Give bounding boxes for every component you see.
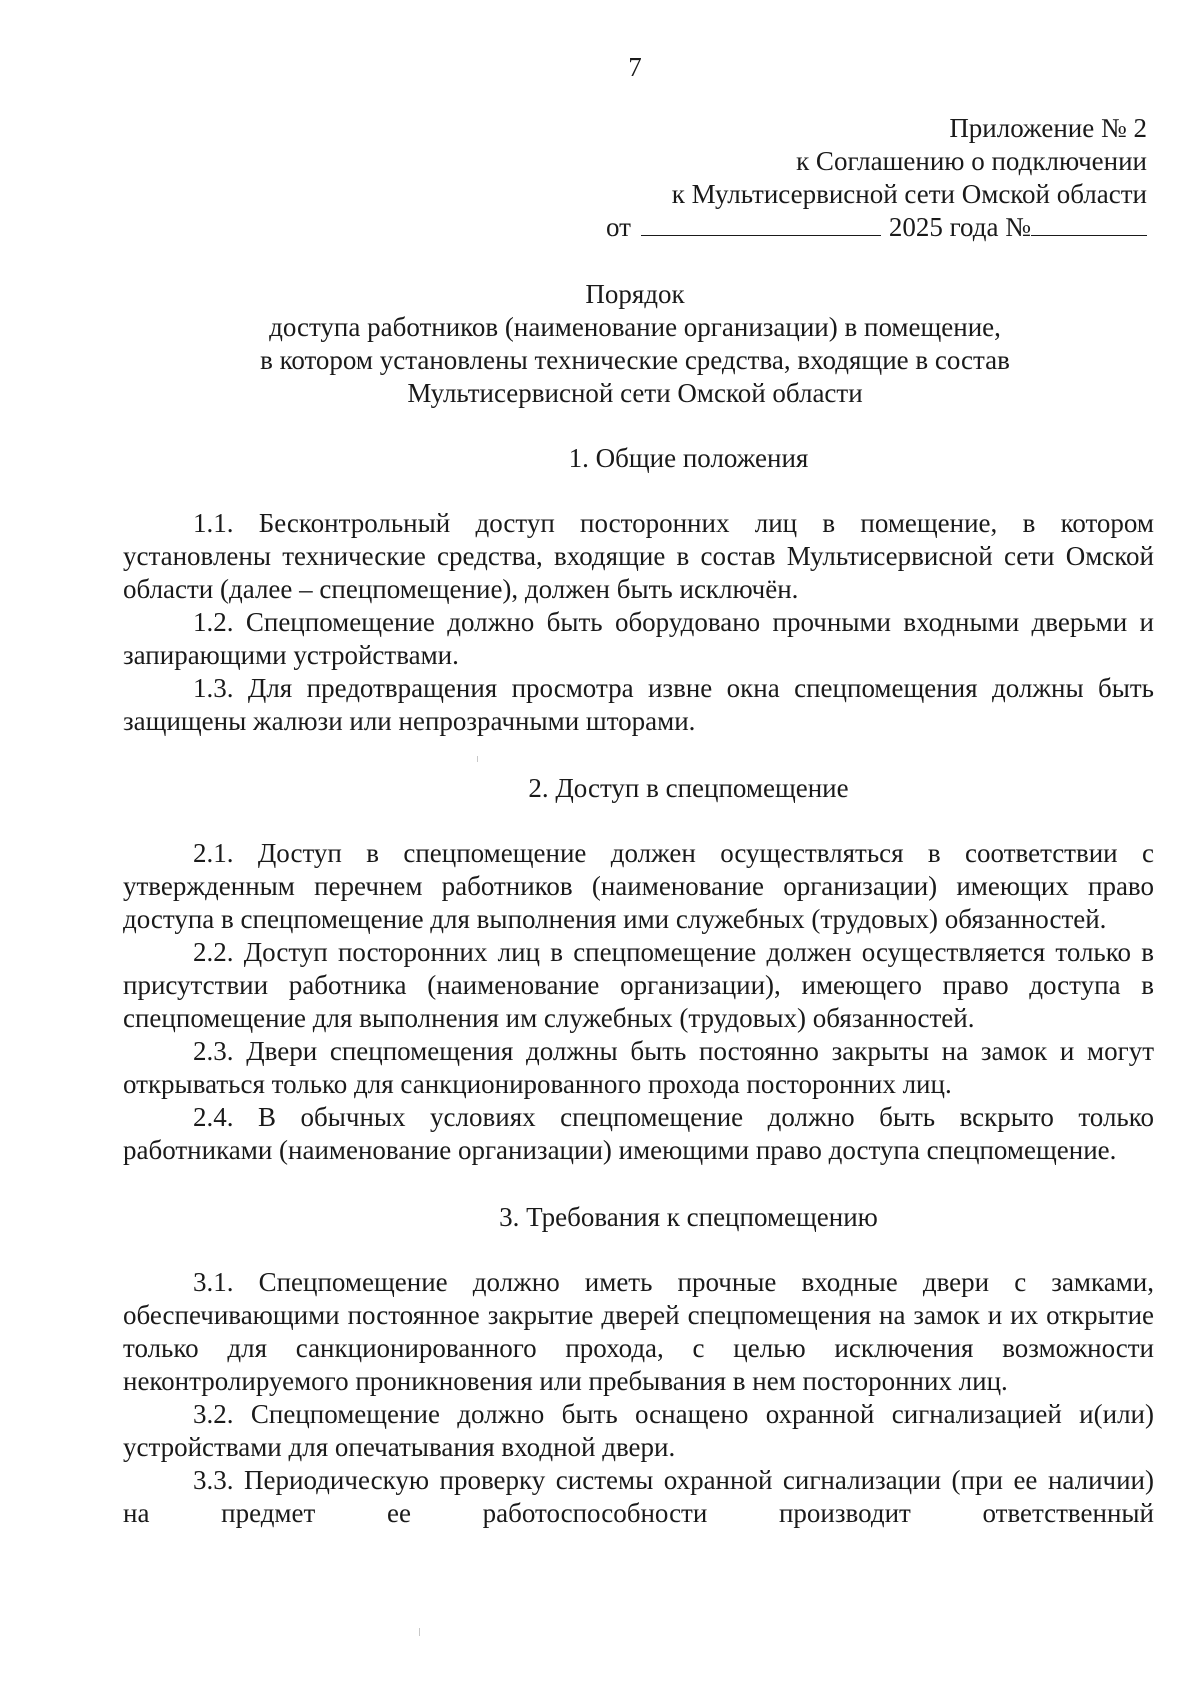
document-body (123, 442, 1154, 1530)
document-title (0, 278, 1200, 410)
section-general (123, 442, 1154, 738)
section-access (123, 772, 1154, 1167)
date-blank (641, 211, 881, 236)
appendix-title: Приложение № 2 (949, 113, 1147, 143)
section-heading: 1. Общие положения (568, 443, 809, 473)
date-year: 2025 года № (888, 212, 1031, 242)
appendix-agreement: к Соглашению о подключении (796, 146, 1147, 176)
paragraph-1-3: 1.3. Для предотвращения просмотра извне окна спецпомещения должны быть защищены жалюзи или непрозрачными шторами. (123, 673, 1154, 736)
paragraph-3-1: 3.1. Спецпомещение должно иметь прочные входные двери с замками, обеспечивающими постоянное закрытие дверей спецпомещения на замок и их открытие только для санкционированного прохода, с целью исключения возможности неконтролируемого проникновения или пребывания в нем посторонних лиц. (123, 1267, 1154, 1396)
section-heading: 2. Доступ в спецпомещение (528, 773, 849, 803)
date-prefix: от (605, 212, 631, 242)
title-line-3: в котором установлены технические средства, входящие в состав (260, 345, 1010, 375)
appendix-header (507, 112, 1147, 244)
section-requirements (123, 1201, 1154, 1530)
number-blank (1031, 211, 1147, 236)
paragraph-3-3: 3.3. Периодическую проверку системы охранной сигнализации (при ее наличии) на предмет ее работоспособности производит ответственный (123, 1465, 1154, 1528)
paragraph-2-4: 2.4. В обычных условиях спецпомещение должно быть вскрыто только работниками (наименование организации) имеющими право доступа спецпомещение. (123, 1102, 1154, 1165)
title-line-1: Порядок (585, 279, 685, 309)
section-heading: 3. Требования к спецпомещению (499, 1202, 878, 1232)
paragraph-1-2: 1.2. Спецпомещение должно быть оборудовано прочными входными дверьми и запирающими устройствами. (123, 607, 1154, 670)
paragraph-2-1: 2.1. Доступ в спецпомещение должен осуществляться в соответствии с утвержденным перечнем работников (наименование организации) имеющих право доступа в спецпомещение для выполнения ими служебных (трудовых) обязанностей. (123, 838, 1154, 934)
title-line-4: Мультисервисной сети Омской области (407, 378, 863, 408)
paragraph-1-1: 1.1. Бесконтрольный доступ посторонних лиц в помещение, в котором установлены технические средства, входящие в состав Мультисервисной сети Омской области (далее – спецпомещение), должен быть исключён. (123, 508, 1154, 604)
scan-mark (477, 756, 478, 762)
page-number: 7 (628, 52, 642, 82)
paragraph-2-3: 2.3. Двери спецпомещения должны быть постоянно закрыты на замок и могут открываться только для санкционированного прохода посторонних лиц. (123, 1036, 1154, 1099)
scan-mark (419, 1628, 420, 1636)
paragraph-3-2: 3.2. Спецпомещение должно быть оснащено охранной сигнализацией и(или) устройствами для опечатывания входной двери. (123, 1399, 1154, 1462)
appendix-date-line (507, 211, 1147, 244)
title-line-2: доступа работников (наименование организации) в помещение, (269, 312, 1001, 342)
paragraph-2-2: 2.2. Доступ посторонних лиц в спецпомещение должен осуществляется только в присутствии работника (наименование организации), имеющего право доступа в спецпомещение для выполнения им служебных (трудовых) обязанностей. (123, 937, 1154, 1033)
appendix-network: к Мультисервисной сети Омской области (671, 179, 1147, 209)
